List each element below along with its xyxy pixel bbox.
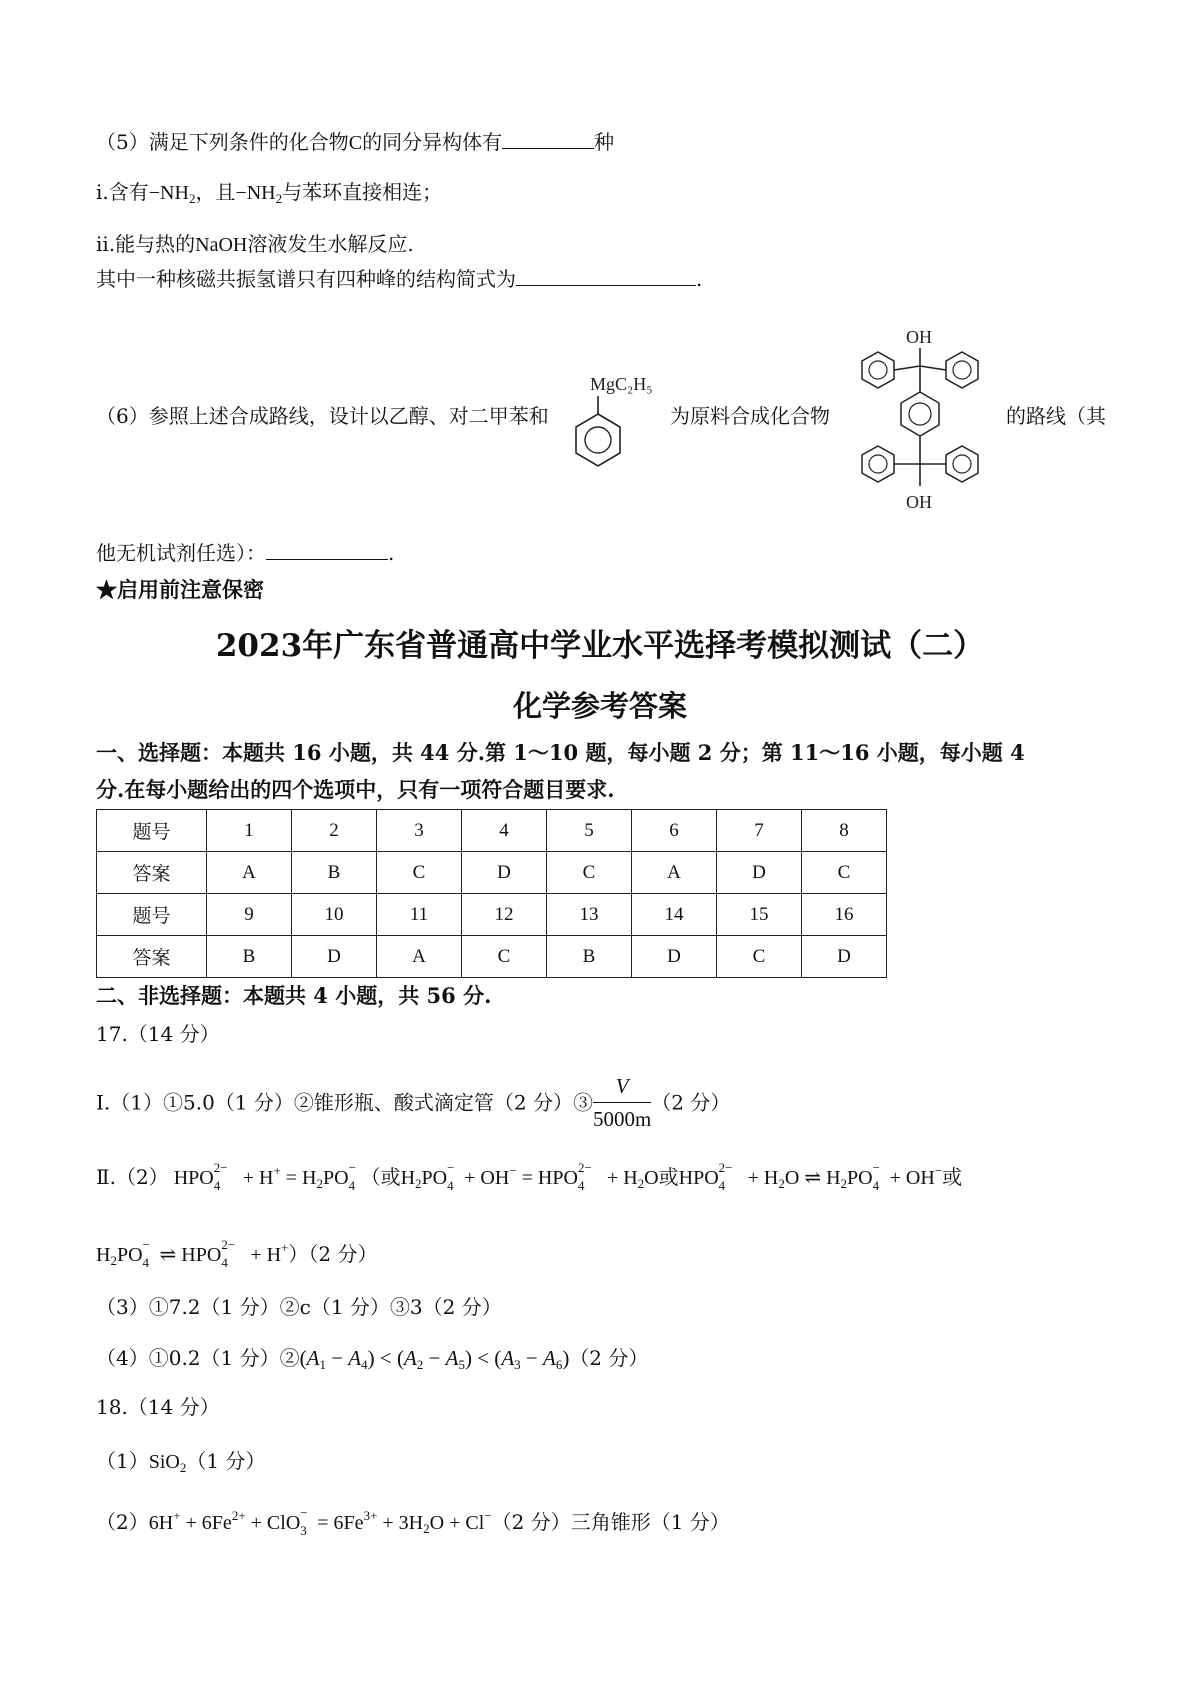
- nmr-text: 其中一种核磁共振氢谱只有四种峰的结构简式为: [96, 267, 516, 291]
- equation-redox: $6H^+ + 6Fe^{2+}$ + ClO − 3 = $6Fe^{3+} + 3H_2O + Cl^-$: [148, 1505, 492, 1538]
- answer-cell: 9: [207, 894, 292, 936]
- q6-answer-blank[interactable]: [266, 538, 388, 560]
- q5-compound: C: [348, 132, 363, 154]
- equation-1: HPO 2− 4 + $H^+ = H_2PO$ − 4: [173, 1160, 356, 1193]
- answer-cell: C: [547, 852, 632, 894]
- volume-fraction: [593, 1072, 651, 1133]
- answer-cell: C: [717, 936, 802, 978]
- reagent-label: MgC₂H₅: [590, 374, 653, 394]
- q18-heading: 18.（14 分）: [96, 1395, 220, 1419]
- q6-end: .: [388, 541, 395, 565]
- answer-cell: 12: [462, 894, 547, 936]
- cond-i-tail: 与苯环直接相连；: [282, 180, 443, 204]
- answer-cell: 8: [802, 810, 887, 852]
- row-label: 题号: [97, 894, 207, 936]
- q17-part1: [96, 1072, 730, 1133]
- q17-heading: 17.（14 分）: [96, 1022, 220, 1046]
- q6-line2: [96, 538, 394, 567]
- q17-part2-score: ）（2 分）: [288, 1242, 378, 1266]
- nh2-formula: $-NH_2$: [148, 182, 196, 206]
- q6-text-b: 为原料合成化合物: [670, 404, 830, 428]
- answer-cell: 5: [547, 810, 632, 852]
- equation-4: $H_2PO$ − 4 ⇌ HPO 2− 4 + H+: [96, 1237, 289, 1270]
- q17-part4: [96, 1344, 648, 1372]
- answer-cell: 14: [632, 894, 717, 936]
- answer-cell: D: [462, 852, 547, 894]
- q17-part1-text: Ⅰ.（1）①5.0（1 分）②锥形瓶、酸式滴定管（2 分）③: [96, 1090, 593, 1115]
- q5-condition-i: [96, 178, 442, 207]
- answer-cell: B: [547, 936, 632, 978]
- answer-cell: A: [377, 936, 462, 978]
- q17-part4-text: （4）①0.2（1 分）②: [96, 1346, 300, 1370]
- q18-p2-label: （2）: [96, 1510, 149, 1534]
- cond-ii-tail: 溶液发生水解反应.: [247, 232, 414, 256]
- section1-line2: 分.在每小题给出的四个选项中，只有一项符合题目要求.: [96, 777, 615, 802]
- answer-table-row: [97, 894, 887, 936]
- answer-cell: 10: [292, 894, 377, 936]
- q17-part2-line1: Ⅱ.（2） HPO 2− 4 + $H^+ = H_2PO$ − 4 （或$H_2PO$ − 4 + OH− = HPO 2− 4 + $H_2O$或HPO 2− 4 + $H_2O$ ⇌ $H_2PO$ − 4 + OH−或: [96, 1160, 963, 1193]
- answer-table-row: [97, 810, 887, 852]
- answer-cell: D: [717, 852, 802, 894]
- answer-cell: C: [377, 852, 462, 894]
- answer-cell: D: [292, 936, 377, 978]
- fraction-numerator: V: [593, 1072, 651, 1103]
- q5-text-b: 的同分异构体有: [362, 130, 503, 154]
- sio2-formula: SiO$_2$: [148, 1451, 187, 1475]
- answer-cell: 2: [292, 810, 377, 852]
- q17-part1-score: （2 分）: [651, 1090, 731, 1115]
- q6-text-a: （6）参照上述合成路线，设计以乙醇、对二甲苯和: [96, 404, 549, 428]
- answer-table-row: [97, 936, 887, 978]
- naoh-formula: NaOH: [195, 234, 248, 256]
- answer-cell: A: [632, 852, 717, 894]
- nmr-answer-blank[interactable]: [516, 264, 696, 286]
- section1-line1: 一、选择题：本题共 16 小题，共 44 分.第 1～10 题，每小题 2 分；第 11～16 小题，每小题 4: [96, 740, 1025, 765]
- absorbance-inequality: $(A_1 - A_4) < (A_2 - A_5) < (A_3 - A_6)$: [299, 1346, 570, 1372]
- cond-i-label: i.含有: [96, 180, 149, 204]
- product-oh-bottom: OH: [906, 492, 932, 512]
- q17-part2-line2: [96, 1237, 378, 1270]
- answer-cell: 16: [802, 894, 887, 936]
- confidential-notice: ★启用前注意保密: [96, 577, 264, 602]
- answer-table: [96, 809, 887, 978]
- q5-condition-ii: [96, 230, 414, 259]
- q18-p1-label: （1）: [96, 1449, 149, 1473]
- section2-heading: 二、非选择题：本题共 4 小题，共 56 分.: [96, 983, 492, 1008]
- answer-cell: 6: [632, 810, 717, 852]
- answer-cell: D: [632, 936, 717, 978]
- product-oh-top: OH: [906, 327, 932, 347]
- answer-table-row: [97, 852, 887, 894]
- answer-cell: 3: [377, 810, 462, 852]
- row-label: 题号: [97, 810, 207, 852]
- q5-text-a: （5）满足下列条件的化合物: [96, 130, 349, 154]
- answer-cell: C: [802, 852, 887, 894]
- q18-part2: [96, 1505, 730, 1538]
- product-compound-structure: [842, 318, 1002, 528]
- q18-part1: [96, 1447, 265, 1476]
- q18-p2-score: （2 分）三角锥形（1 分）: [491, 1510, 730, 1534]
- answer-cell: 7: [717, 810, 802, 852]
- cond-ii-label: ii.能与热的: [96, 232, 196, 256]
- grignard-reagent-structure: [568, 366, 668, 474]
- q6-text-d: 他无机试剂任选）：: [96, 541, 266, 565]
- page-subtitle: 化学参考答案: [512, 689, 687, 723]
- answer-cell: B: [292, 852, 377, 894]
- row-label: 答案: [97, 852, 207, 894]
- answer-cell: 4: [462, 810, 547, 852]
- answer-cell: C: [462, 936, 547, 978]
- q17-part3: （3）①7.2（1 分）②c（1 分）③3（2 分）: [96, 1295, 502, 1319]
- q17-part4-score: （2 分）: [569, 1346, 649, 1370]
- row-label: 答案: [97, 936, 207, 978]
- q5-answer-blank[interactable]: [502, 127, 594, 149]
- nmr-end: .: [696, 267, 703, 291]
- equation-2: $H_2PO$ − 4 + OH− = HPO 2− 4 + $H_2O$: [400, 1160, 659, 1193]
- q18-p1-score: （1 分）: [186, 1449, 266, 1473]
- q6-text-c: 的路线（其: [1006, 404, 1106, 428]
- answer-cell: B: [207, 936, 292, 978]
- q5-nmr-line: [96, 264, 702, 293]
- equation-3: HPO 2− 4 + $H_2O$ ⇌ $H_2PO$ − 4 + OH−: [678, 1160, 943, 1193]
- answer-cell: 11: [377, 894, 462, 936]
- nh2-formula-2: $-NH_2$: [235, 182, 283, 206]
- answer-cell: A: [207, 852, 292, 894]
- cond-i-connector: ，且: [195, 180, 236, 204]
- answer-cell: 1: [207, 810, 292, 852]
- answer-cell: 13: [547, 894, 632, 936]
- q17-part2-lead: Ⅱ.（2）: [96, 1165, 169, 1189]
- q5-text-end: 种: [594, 130, 615, 154]
- fraction-denominator: 5000m: [592, 1107, 652, 1131]
- q5-line1: [96, 127, 614, 157]
- answer-cell: D: [802, 936, 887, 978]
- page-title: 2023年广东省普通高中学业水平选择考模拟测试（二）: [215, 628, 985, 664]
- answer-cell: 15: [717, 894, 802, 936]
